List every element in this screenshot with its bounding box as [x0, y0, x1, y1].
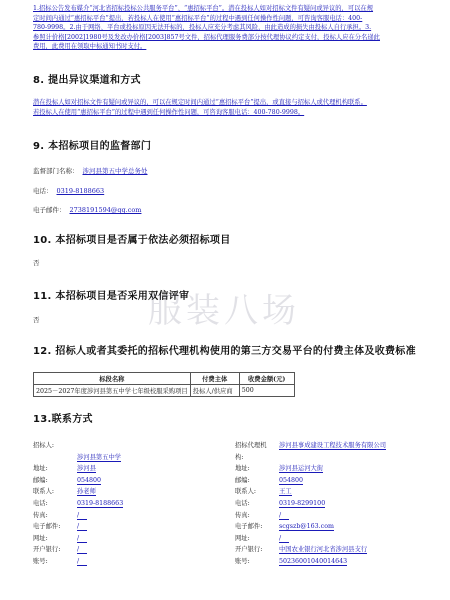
tenderer-row	[33, 440, 87, 449]
section-11-title: 11. 本招标项目是否采用双信评审	[33, 291, 190, 302]
tenderer-row	[33, 544, 87, 554]
agency-label: 招标代理机	[235, 442, 267, 449]
supervisor-email-link[interactable]: 2738191594@qq.com	[69, 206, 142, 214]
tenderer-value: 涉河县第五中学	[77, 453, 122, 461]
intro-line-4: 参照计价格[2002]1980号及发改办价格[2003]857号文件，招标代理服务费部分按代理协议约定支付，投标人应在分名递此	[33, 33, 380, 41]
intro-line-1: 1.招标公告发布媒介“河北省招标投标公共服务平台”、“惠招标平台”。潜在投标人如对招标文件有疑问或异议的，可以在规	[33, 5, 374, 12]
agency-row	[235, 440, 386, 450]
tenderer-row	[33, 521, 87, 531]
agency-value: 涉河县运河大街	[279, 465, 324, 473]
tenderer-row	[33, 463, 96, 473]
agency-value: 50236001040014643	[279, 558, 348, 565]
fee-cell-amount: 500	[239, 385, 294, 397]
agency-row	[235, 533, 289, 543]
tenderer-value: 054800	[77, 476, 102, 484]
agency-label: 电子邮件:	[235, 523, 263, 531]
agency-label: 网址:	[235, 534, 250, 542]
agency-row	[235, 463, 323, 473]
tenderer-label: 开户银行:	[33, 546, 61, 554]
fee-header-amount: 收费金额(元)	[239, 373, 294, 385]
tenderer-value: /	[77, 558, 87, 566]
section-8-line-2: 若投标人在使用“惠招标平台”的过程中遇到任何操作性问题，可咨询客服电话：400-780-9998。	[33, 108, 305, 116]
fee-header-lot: 标段名称	[34, 373, 191, 385]
agency-row	[235, 521, 334, 531]
tenderer-label: 传真:	[33, 511, 48, 519]
agency-value: 涉河县事成建设工程技术服务有限公司	[279, 442, 387, 449]
tenderer-label: 网址:	[33, 534, 48, 542]
section-8-body	[33, 98, 418, 117]
intro-line-5: 费用，此费用在领取中标通知书时支付。	[33, 43, 147, 51]
supervisor-phone-value: 0319-8188663	[56, 187, 105, 195]
section-12-title: 12. 招标人或者其委托的招标代理机构使用的第三方交易平台的付费主体及收费标准	[33, 346, 416, 357]
agency-row	[235, 556, 347, 566]
tenderer-label: 邮编:	[33, 476, 48, 484]
tenderer-row	[33, 452, 121, 462]
tenderer-value: /	[77, 535, 87, 543]
section-8-title: 8. 提出异议渠道和方式	[33, 75, 141, 86]
fee-table-header	[34, 373, 295, 385]
watermark: 服装八场	[148, 291, 300, 331]
supervisor-dept-label: 监督部门名称：	[33, 167, 79, 175]
agency-row	[235, 510, 289, 520]
agency-value: /	[279, 535, 289, 543]
intro-line-2: 定时间内通过“惠招标平台”提出，若投标人在使用“惠招标平台”的过程中遇到任何操作性问题，可咨询客服电话：400-	[33, 14, 363, 22]
section-13-title: 13.联系方式	[33, 414, 93, 425]
agency-value: 054800	[279, 476, 304, 484]
tenderer-label: 联系人:	[33, 488, 55, 496]
agency-label: 开户银行:	[235, 546, 263, 554]
table-row	[34, 385, 295, 397]
agency-value: /	[279, 512, 289, 520]
tenderer-row	[33, 475, 101, 485]
fee-cell-payer: 投标人/供应商	[190, 385, 239, 397]
section-10-title: 10. 本招标项目是否属于依法必须招标项目	[33, 235, 231, 246]
tenderer-label: 账号:	[33, 558, 48, 565]
tenderer-value: /	[77, 546, 87, 554]
tenderer-label: 地址:	[33, 465, 48, 473]
section-8-line-1: 潜在投标人如对招标文件有疑问或异议的，可以在规定时间内通过“惠招标平台”提出，或直接与招标人或代理机构联系。	[33, 99, 367, 106]
tenderer-value: 0319-8188663	[77, 500, 124, 507]
tenderer-label: 电子邮件:	[33, 523, 61, 531]
tenderer-value: 孙老师	[77, 488, 96, 496]
supervisor-phone-row	[33, 186, 104, 195]
tenderer-value: 涉河县	[77, 465, 96, 473]
agency-label: 电话:	[235, 500, 250, 507]
tenderer-value: /	[77, 512, 87, 520]
agency-label: 传真:	[235, 511, 250, 519]
agency-value: 王工	[279, 488, 292, 496]
agency-row	[235, 475, 303, 485]
fee-header-payer: 付费主体	[190, 373, 239, 385]
agency-row	[235, 498, 325, 508]
tenderer-label: 电话:	[33, 500, 48, 507]
agency-value: scgszb@163.com	[279, 523, 334, 531]
agency-label: 邮编:	[235, 476, 250, 484]
agency-label: 地址:	[235, 465, 250, 473]
section-10-answer: 否	[33, 259, 40, 267]
agency-value: 0319-8299100	[279, 500, 326, 507]
tenderer-row	[33, 533, 87, 543]
supervisor-dept-value: 涉河县第五中学总务处	[82, 167, 148, 175]
section-9-title: 9. 本招标项目的监督部门	[33, 141, 152, 152]
agency-label: 构:	[235, 453, 244, 461]
agency-label: 联系人:	[235, 488, 257, 496]
tenderer-label: 招标人:	[33, 442, 55, 449]
tenderer-row	[33, 510, 87, 520]
supervisor-email-row	[33, 205, 141, 214]
tenderer-row	[33, 498, 123, 508]
tenderer-value: /	[77, 523, 87, 531]
supervisor-dept-row	[33, 166, 148, 175]
supervisor-email-label: 电子邮件：	[33, 206, 66, 214]
section-11-answer: 否	[33, 316, 40, 324]
agency-row	[235, 544, 367, 554]
fee-table	[33, 372, 295, 397]
agency-row	[235, 486, 292, 496]
agency-value: 中国农业银行河北省涉河县支行	[279, 546, 368, 554]
intro-line-3: 780-9998。2.由于网络、平台或投标原因无法开标的，投标人应充分考虑其风险，由此造成的损失由投标人自行承担。3.	[33, 24, 372, 32]
fee-cell-lot: 2025－2027年度涉河县第五中学七年级校服采购项目	[34, 385, 191, 397]
supervisor-phone-label: 电话：	[33, 187, 53, 195]
agency-label: 账号:	[235, 558, 250, 565]
agency-row	[235, 452, 289, 461]
tenderer-row	[33, 486, 96, 496]
intro-paragraph	[33, 4, 418, 52]
tenderer-row	[33, 556, 87, 566]
